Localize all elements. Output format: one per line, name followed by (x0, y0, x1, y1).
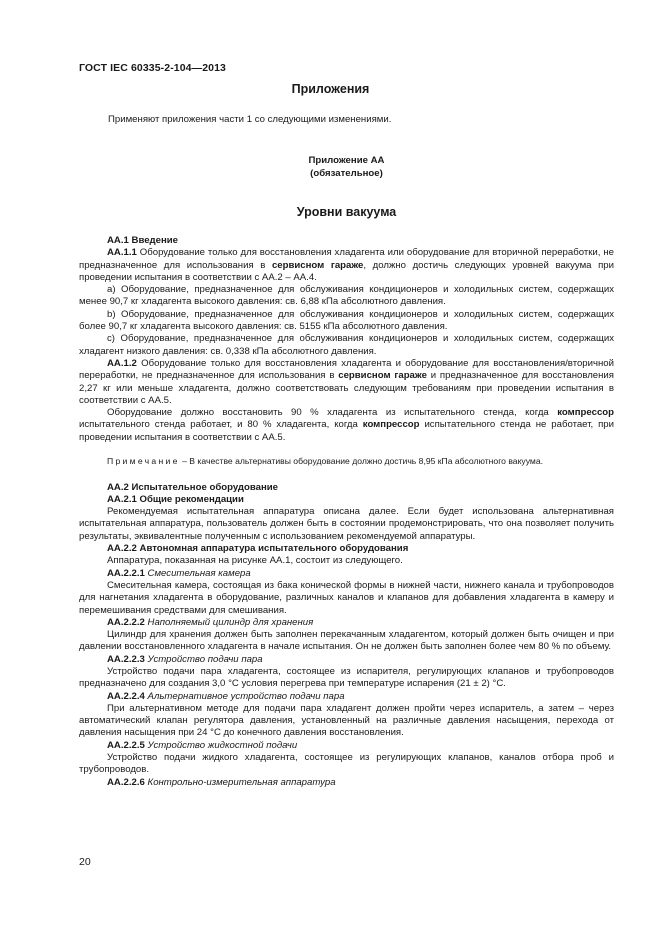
paragraph-aa21: Рекомендуемая испытательная аппаратура описана далее. Если будет использована альтернативная испытательная аппаратура, пользователь должен быть в состоянии продемонстрировать, что она позволяет получить результаты, эквивалентные полученным с использованием рекомендуемой аппаратуры. (79, 506, 614, 542)
section-heading-aa21: АА.2.1 Общие рекомендации (107, 493, 244, 505)
paragraph-text: и предназначенное для восстановления 2,27 кг или меньше хладагента, должно соответствовать следующим требованиям при проведении испытания в соответствии с АА.5. (79, 370, 614, 406)
subsection-heading-aa223 (79, 654, 614, 666)
paragraph-aa22: Аппаратура, показанная на рисунке АА.1, состоит из следующего. (107, 555, 403, 567)
paragraph-text: испытательного стенда работает, и 80 % хладагента, когда (79, 419, 363, 431)
paragraph-aa12 (79, 358, 614, 407)
paragraph-aa222: Цилиндр для хранения должен быть заполнен перекачанным хладагентом, который должен быть очищен и при давлении восстановленного хладагента в начале испытания. Он не должен быть заполнен более чем 80 % по объему. (79, 629, 614, 653)
paragraph-recovery (79, 407, 614, 444)
clause-number: АА.2.2.1 (107, 567, 145, 579)
paragraph-aa11 (79, 247, 614, 284)
note (79, 456, 614, 468)
section-heading-aa22: АА.2.2 Автономная аппаратура испытательного оборудования (107, 543, 409, 555)
page-title: Приложения (291, 82, 370, 96)
list-item-b: b) Оборудование, предназначенное для обслуживания кондиционеров и холодильных систем, содержащих более 90,7 кг хладагента высокого давления: св. 5155 кПа абсолютного давления. (79, 308, 614, 333)
term-bold: сервисном гараже (338, 370, 427, 382)
paragraph-text: Оборудование должно восстановить 90 % хладагента из испытательного стенда, когда (107, 407, 558, 419)
clause-number: АА.2.2.2 (107, 616, 145, 628)
clause-title: Альтернативное устройство подачи пара (144, 690, 345, 702)
clause-title: Контрольно-измерительная аппаратура (144, 776, 336, 788)
clause-number: АА.2.2.3 (107, 653, 145, 665)
paragraph-text: Оборудование только для восстановления хладагента или оборудование для вторичной переработки, не предназначенное для использования в (79, 247, 614, 271)
clause-number: АА.2.2.6 (107, 776, 145, 788)
note-text: – В качестве альтернативы оборудование должно достичь 8,95 кПа абсолютного вакуума. (179, 456, 543, 467)
paragraph-text: Оборудование только для восстановления хладагента и оборудование для восстановления/вторичной переработки, не предназначенное для использования в (79, 357, 614, 382)
section-heading-aa1: АА.1 Введение (107, 235, 179, 246)
clause-title: Наполняемый цилиндр для хранения (144, 616, 314, 628)
clause-number: АА.1.1 (107, 247, 137, 259)
page-number: 20 (79, 856, 91, 868)
paragraph-text: , должно достичь следующих уровней вакуума при проведении испытания в соответствии с АА.2 – АА.4. (79, 259, 614, 283)
subsection-heading-aa221 (79, 568, 614, 580)
annex-name: Приложение АА (308, 155, 385, 166)
subsection-heading-aa225 (79, 740, 614, 752)
list-item-a: а) Оборудование, предназначенное для обслуживания кондиционеров и холодильных систем, содержащих менее 90,7 кг хладагента высокого давления: св. 6,88 кПа абсолютного давления. (79, 284, 614, 308)
document-body (79, 235, 614, 789)
paragraph-text: испытательного стенда не работает, при проведении испытания в соответствии с АА.5. (79, 419, 614, 443)
term-bold: компрессор (362, 419, 420, 431)
list-item-c: с) Оборудование, предназначенное для обслуживания кондиционеров и холодильных систем, содержащих хладагент низкого давления: св. 0,338 кПа абсолютного давления. (79, 333, 614, 357)
section-heading-aa2: АА.2 Испытательное оборудование (107, 481, 279, 493)
paragraph-aa225: Устройство подачи жидкого хладагента, состоящее из регулирующих клапанов, каналов отбора проб и трубопроводов. (79, 752, 614, 776)
clause-title: Устройство жидкостной подачи (144, 739, 298, 751)
annex-title: Уровни вакуума (296, 205, 397, 219)
paragraph-aa221: Смесительная камера, состоящая из бака конической формы в нижней части, нижнего канала и трубопроводов для нагнетания хладагента в оборудование, различных каналов и клапанов для добавления хладагента в камеру и перемешивания средствами для смешивания. (79, 579, 614, 616)
clause-title: Смесительная камера (144, 567, 251, 579)
annex-status: (обязательное) (310, 168, 383, 179)
clause-title: Устройство подачи пара (144, 653, 263, 665)
clause-number: АА.2.2.5 (107, 739, 145, 751)
intro-text: Применяют приложения части 1 со следующими изменениями. (108, 114, 392, 125)
subsection-heading-aa222 (79, 617, 614, 629)
term-bold: сервисном гараже (271, 259, 364, 271)
paragraph-aa223: Устройство подачи пара хладагента, состоящее из испарителя, регулирующих клапанов и трубопроводов предназначено для создания 3,0 °С условия перегрева при температуре испарения (21 ± 2) °С. (79, 666, 614, 690)
note-label: Примечание (107, 456, 180, 467)
document-id: ГОСТ IEC 60335-2-104—2013 (79, 62, 226, 74)
clause-number: АА.1.2 (107, 357, 137, 369)
term-bold: компрессор (557, 407, 614, 419)
paragraph-aa224: При альтернативном методе для подачи пара хладагент должен пройти через испаритель, а затем – через автоматический клапан регулятора давления, установленный на различные давления насыщения, перехода от давления насыщения при 24 °С до конечного давления восстановления. (79, 702, 614, 739)
subsection-heading-aa224 (79, 691, 614, 703)
clause-number: АА.2.2.4 (107, 690, 145, 702)
subsection-heading-aa226 (79, 777, 614, 789)
